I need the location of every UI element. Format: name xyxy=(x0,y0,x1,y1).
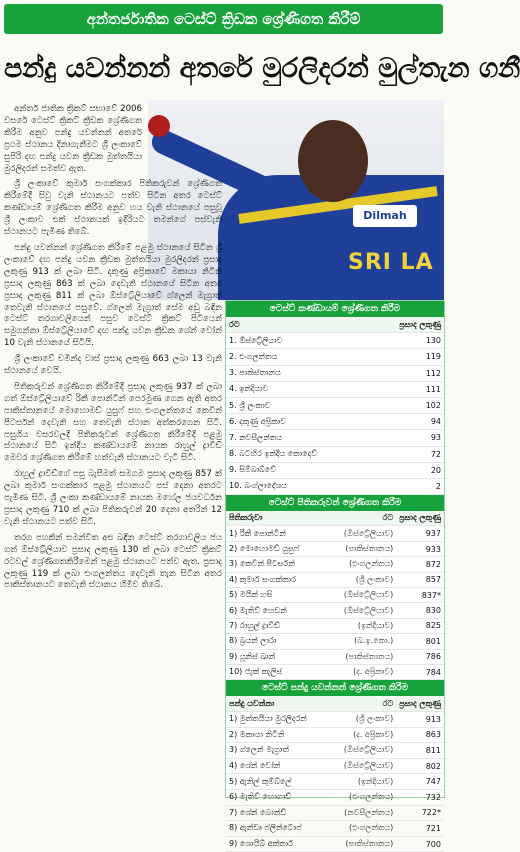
column-header: ප්‍රසාද ලකුණු xyxy=(396,317,444,333)
team-name: සිම්බාබ්වේ xyxy=(239,465,276,475)
article-paragraph: රාහුල් ද්‍රාවිඩ්ගේ පසු බැසීමත් සමගම ප්‍රසාද ලකුණු 857 ක් ලබා කුමාර් සංගක්කාර පළමු ස්ථානයට පස් දෙනා අතරට පැමිණ සිටී. ශ්‍රී ලංකා කණ්ඩායමේ නායක මහේල ජයවර්ධන ප්‍රසාද ලකුණු 710 ක් ලබා පිතිකරුවන් 20 දෙනා අතරින් 12 වැනි ස්ථානයට පත්ව සිටී. xyxy=(4,469,222,527)
player-head-shape xyxy=(298,120,368,202)
table-row: 10) ජැක් කැලිස් (ද. අප්‍රිකාව) 784 xyxy=(226,664,444,679)
player-points: 913 xyxy=(396,711,444,727)
bowlers-rankings-title: ටෙස්ට් පන්දු යවන්නන් ශ්‍රේණිගත කිරීම xyxy=(226,680,444,696)
player-name: මැතිව් හෙඩන් xyxy=(239,605,287,615)
table-header-row xyxy=(226,511,444,526)
player-country: (ශ්‍රී ලංකාව) xyxy=(329,711,397,727)
table-row: 8) ඇන්ඩෘ ෆ්ලින්ටොෆ් (එංගලන්තය) 721 xyxy=(226,821,444,837)
player-name: ශොයිබ් අක්තාර් xyxy=(239,839,293,848)
banner-title: අන්තර්ජාතික ටෙස්ට් ක්‍රිඩක ශ්‍රේණිගත කිරීම් xyxy=(4,4,443,34)
player-name: ඇන්ඩෘ ෆ්ලින්ටොෆ් xyxy=(239,823,302,833)
team-name: ශ්‍රී ලංකාව xyxy=(239,400,271,410)
player-points: 802 xyxy=(396,758,444,774)
table-row: 6) මැතිව් හොගාඩ් (එංගලන්තය) 732 xyxy=(226,789,444,805)
article-paragraph: අන්තර් ජාතික ක්‍රිකට් සභාවේ 2006 වසරේ ටෙස්ට් ක්‍රිකට් ක්‍රීඩක ශ්‍රේණිගත කිරීම අනුව පන්දු යවන්නන් අතරේ ප්‍රථම ස්ථානය දිනාගැනීමට ශ්‍රී ලංකාවේ සුපිරි දඟ පන්දු යවන ක්‍රීඩක මුත්තයියා මුරලිදරන් සමත්ව ඇත. xyxy=(4,104,142,174)
player-name: ජැක් කැලිස් xyxy=(244,667,283,677)
player-points: 837* xyxy=(396,588,444,603)
player-points: 830 xyxy=(396,603,444,618)
player-name: බ්‍රයන් ලාරා xyxy=(239,636,277,646)
team-rankings-table xyxy=(226,317,444,495)
player-country: (එංගලන්තය) xyxy=(329,821,397,837)
player-name: කෙවින් පීටර්සන් xyxy=(239,559,295,569)
table-header-row xyxy=(226,317,444,333)
table-row: 7) රාහුල් ද්‍රාවිඩ් (ඉන්දියාව) 825 xyxy=(226,618,444,633)
player-points: 801 xyxy=(396,634,444,649)
batsmen-rankings-table xyxy=(226,511,444,680)
table-row: 3) කෙවින් පීටර්සන් (එංගලන්තය) 872 xyxy=(226,557,444,572)
player-country: (එංගලන්තය) xyxy=(325,557,397,572)
table-row: 9) යූනිස් ඛාන් (පාකිස්තානය) 786 xyxy=(226,649,444,664)
table-row: 9. සිම්බාබ්වේ 20 xyxy=(226,462,444,478)
table-row: 1) මුත්තයියා මුරලිදරන් (ශ්‍රී ලංකාව) 913 xyxy=(226,711,444,727)
player-name: මොහොමඩ් යුසුෆ් xyxy=(239,544,300,554)
team-name: බටහිර ඉන්දීය කොදෙව් xyxy=(239,449,318,459)
article-paragraph: පන්දු යවන්නන් ශ්‍රේණිගත කිරීමේ පළමු ස්ථානයේ සිටින ශ්‍රී ලංකාවේ දඟ පන්දු යවන ක්‍රීඩක මුත්තයියා මුරලිදරන් ප්‍රසාද ලකුණු 913 ක් ලබා සිටී. දකුණු අප්‍රිකාවේ මකායා නිටිනි ප්‍රසාද ලකුණු 863 ක් ලබා දෙවැනි ස්ථානයේ සිටින අතර ප්‍රසාද ලකුණු 811 ක් ලබා ඕස්ට්‍රේලියාවේ ග්ලෙන් මැග්‍රාත් තෙවැනි ස්ථානයේ පසුවේ. ග්ලෙන් මැග්‍රාත් සේම අඩු බඳින ටෙස්ට් තරගාවලියෙන් පසුව ටෙස්ට් ක්‍රිකට් පිටියෙන් සමුගන්නා ඕස්ට්‍රේලියාවේ දඟ පන්දු යවන ක්‍රීඩක ශේන් වෝන් 10 වැනි ස්ථානයේ සිටියි. xyxy=(4,242,222,349)
table-row: 10. බංග්ලාදේශය 2 xyxy=(226,478,444,494)
player-name: මැතිව් හොගාඩ් xyxy=(239,792,292,802)
team-points: 102 xyxy=(396,397,444,413)
table-row: 4) ශේන් වෝන් (ඕස්ට්‍රේලියාව) 802 xyxy=(226,758,444,774)
bowlers-rankings-table xyxy=(226,696,444,852)
player-country: (එංගලන්තය) xyxy=(329,789,397,805)
player-name: ග්ලෙන් මැග්‍රාත් xyxy=(239,745,289,755)
team-name: පාකිස්තානය xyxy=(239,368,281,378)
team-points: 94 xyxy=(396,414,444,430)
article-body xyxy=(4,104,222,796)
article-paragraph: පිතිකරුවන් ශ්‍රේණිගත කිරීමේදී ප්‍රසාද ලකුණු 937 ක් ලබා ගත් ඕස්ට්‍රේලියාවේ රිකී පොන්ටින් පෙරමුණ ගෙන ඇති අතර පාකිස්තානයේ මොහොමඩ් යුසුෆ් සහ එංගලන්තයේ කෙවින් පීටර්සන් දෙවැනි සහ තෙවැනි ස්ථාන අත්කරගෙන සිටී. පසුගිය වසරවලදී පිතිකරුවන් ශ්‍රේණිගත කිරීමේදී පළමු ස්ථානයේ සිටි ඉන්දීය කණ්ඩායමේ නායක රාහුල් ද්‍රාවිඩ් මෙවර ශ්‍රේණිගත කිරීමේ හත්වැනි ස්ථානයට වැටී සිටී. xyxy=(4,381,222,464)
player-country: (ඉන්දියාව) xyxy=(329,774,397,790)
table-row: 7. නවසීලන්තය 93 xyxy=(226,430,444,446)
team-name: බංග්ලාදේශය xyxy=(244,481,287,491)
headline: පන්දු යවන්නන් අතරේ මුරලිදරන් මුල්තැන ගනී xyxy=(4,53,520,84)
player-points: 825 xyxy=(396,618,444,633)
team-points: 2 xyxy=(396,478,444,494)
table-row: 2) මකායා නිටිනි (ද. අප්‍රිකාව) 863 xyxy=(226,727,444,743)
player-points: 784 xyxy=(396,664,444,679)
player-points: 722* xyxy=(396,805,444,821)
table-row: 5. ශ්‍රී ලංකාව 102 xyxy=(226,397,444,413)
team-name: දකුණු අප්‍රිකාව xyxy=(239,416,286,426)
player-country: (ඕස්ට්‍රේලියාව) xyxy=(325,526,397,541)
player-name: ශේන් වෝන් xyxy=(239,761,281,771)
article-paragraph: ශ්‍රී ලංකාවේ චමින්ද වාස් ප්‍රසාද ලකුණු 663 ලබා 13 වැනි ස්ථානයේ වෙයි. xyxy=(4,354,222,377)
player-country: (ඕස්ට්‍රේලියාව) xyxy=(329,758,397,774)
player-points: 872 xyxy=(396,557,444,572)
player-name: යූනිස් ඛාන් xyxy=(239,651,276,661)
player-country: (පාකිස්තානය) xyxy=(325,541,397,556)
team-name: ඕස්ට්‍රේලියාව xyxy=(239,335,283,345)
column-header: පිතිකරුවා xyxy=(226,511,325,526)
table-row: 2) මොහොමඩ් යුසුෆ් (පාකිස්තානය) 933 xyxy=(226,541,444,556)
batsmen-rankings-title: ටෙස්ට් පිතිකරුවන් ශ්‍රේණිගත කිරීම xyxy=(226,495,444,511)
player-points: 747 xyxy=(396,774,444,790)
player-country: (ශ්‍රී ලංකාව) xyxy=(325,572,397,587)
article-paragraph: තරග පහකින් සමන්විත අළු බඳින ටෙස්ට් තරගාවලිය ජය ගත් ඕස්ට්‍රේලියාව ප්‍රසාද ලකුණු 130 ක් ලබා ටෙස්ට් ක්‍රිකට් රටවල් ශ්‍රේණිගතකිරීමෙන් පළමු ස්ථානයට පත්ව ඇත. ප්‍රසාද ලකුණු 119 ක් ලබා එංගලන්තය දෙවැනි තැන සිටින අතර පාකිස්තානයට තෙවැනි ස්ථානය හිමිව තිබේ. xyxy=(4,532,222,591)
team-name: එංගලන්තය xyxy=(239,351,278,361)
table-row: 1) රිකී පොන්ටින් (ඕස්ට්‍රේලියාව) 937 xyxy=(226,526,444,541)
player-name: රාහුල් ද්‍රාවිඩ් xyxy=(239,620,281,630)
player-country: (පාකිස්තානය) xyxy=(325,649,397,664)
team-points: 20 xyxy=(396,462,444,478)
team-points: 72 xyxy=(396,446,444,462)
table-row: 8. බටහිර ඉන්දීය කොදෙව් 72 xyxy=(226,446,444,462)
column-header: ප්‍රසාද ලකුණු xyxy=(396,511,444,526)
player-points: 811 xyxy=(396,743,444,759)
player-country: (ඉන්දියාව) xyxy=(325,618,397,633)
table-row: 8) බ්‍රයන් ලාරා (බ.ඉ.කො.) 801 xyxy=(226,634,444,649)
player-points: 700 xyxy=(396,836,444,852)
player-points: 857 xyxy=(396,572,444,587)
article-paragraph: ශ්‍රී ලංකාවේ කුමාර් සංගක්කාර පිතිකරුවන් ශ්‍රේණිගත කිරීමේදී සිවු වැනි ස්ථානයට පත්ව සිටින අතර ටෙස්ට් කණ්ඩායම් ශ්‍රේණිගත කිරීම අනුව හය වැනි ස්ථානයේ පසුවූ ශ්‍රී ලංකාව එක් ස්ථානයක් ඉදිරියට තමන්ගේ පස්වැනි ස්ථානයට පැමිණ තිබේ. xyxy=(4,179,222,238)
player-points: 863 xyxy=(396,727,444,743)
team-points: 119 xyxy=(396,349,444,365)
player-name: ශේන් බොන්ඩ් xyxy=(239,807,287,817)
player-country: (ඕස්ට්‍රේලියාව) xyxy=(329,743,397,759)
player-name: මයික් හසි xyxy=(239,590,273,600)
table-row: 5) මයික් හසි (ඕස්ට්‍රේලියාව) 837* xyxy=(226,588,444,603)
player-name: මුත්තයියා මුරලිදරන් xyxy=(239,714,307,724)
sponsor-logo: Dilmah xyxy=(353,205,417,227)
player-points: 721 xyxy=(396,821,444,837)
jersey-text: SRI LA xyxy=(348,250,434,275)
team-points: 112 xyxy=(396,365,444,381)
player-country: (පාකිස්තානය) xyxy=(329,836,397,852)
player-country: (නවසීලන්තය) xyxy=(329,805,397,821)
team-rankings-section xyxy=(226,301,444,495)
table-row: 9) ශොයිබ් අක්තාර් (පාකිස්තානය) 700 xyxy=(226,836,444,852)
table-row: 6) මැතිව් හෙඩන් (ඕස්ට්‍රේලියාව) 830 xyxy=(226,603,444,618)
table-row: 3. පාකිස්තානය 112 xyxy=(226,365,444,381)
player-country: (ද. අප්‍රිකාව) xyxy=(329,727,397,743)
team-points: 111 xyxy=(396,381,444,397)
table-row: 7) ශේන් බොන්ඩ් (නවසීලන්තය) 722* xyxy=(226,805,444,821)
player-country: (ද. අප්‍රිකාව) xyxy=(325,664,397,679)
bowlers-rankings-section xyxy=(226,680,444,852)
rankings-sidebar xyxy=(225,300,445,849)
player-points: 937 xyxy=(396,526,444,541)
player-points: 786 xyxy=(396,649,444,664)
table-row: 3) ග්ලෙන් මැග්‍රාත් (ඕස්ට්‍රේලියාව) 811 xyxy=(226,743,444,759)
table-header-row xyxy=(226,696,444,711)
column-header: රට xyxy=(325,511,397,526)
table-row: 4. ඉන්දියාව 111 xyxy=(226,381,444,397)
column-header: රට xyxy=(329,696,397,711)
table-row: 4) කුමාර් සංගක්කාර (ශ්‍රී ලංකාව) 857 xyxy=(226,572,444,587)
batsmen-rankings-section xyxy=(226,495,444,680)
team-rankings-title: ටෙස්ට් කණ්ඩායම් ශ්‍රේණිගත කිරීම xyxy=(226,301,444,317)
table-row: 5) ඇනිල් කුම්බ්ලේ (ඉන්දියාව) 747 xyxy=(226,774,444,790)
player-name: කුමාර් සංගක්කාර xyxy=(239,574,296,584)
player-name: ඇනිල් කුම්බ්ලේ xyxy=(239,776,292,786)
team-points: 130 xyxy=(396,333,444,349)
team-points: 93 xyxy=(396,430,444,446)
player-name: රිකී පොන්ටින් xyxy=(239,528,286,538)
player-name: මකායා නිටිනි xyxy=(239,729,285,739)
team-name: නවසීලන්තය xyxy=(239,432,283,442)
player-country: (බ.ඉ.කො.) xyxy=(325,634,397,649)
player-country: (ඕස්ට්‍රේලියාව) xyxy=(325,588,397,603)
table-row: 6. දකුණු අප්‍රිකාව 94 xyxy=(226,414,444,430)
column-header: පන්දු යවන්නා xyxy=(226,696,329,711)
player-points: 732 xyxy=(396,789,444,805)
team-name: ඉන්දියාව xyxy=(239,384,269,394)
column-header: ප්‍රසාද ලකුණු xyxy=(396,696,444,711)
table-row: 2. එංගලන්තය 119 xyxy=(226,349,444,365)
player-country: (ඕස්ට්‍රේලියාව) xyxy=(325,603,397,618)
player-points: 933 xyxy=(396,541,444,556)
table-row: 1. ඕස්ට්‍රේලියාව 130 xyxy=(226,333,444,349)
column-header: රට xyxy=(226,317,396,333)
